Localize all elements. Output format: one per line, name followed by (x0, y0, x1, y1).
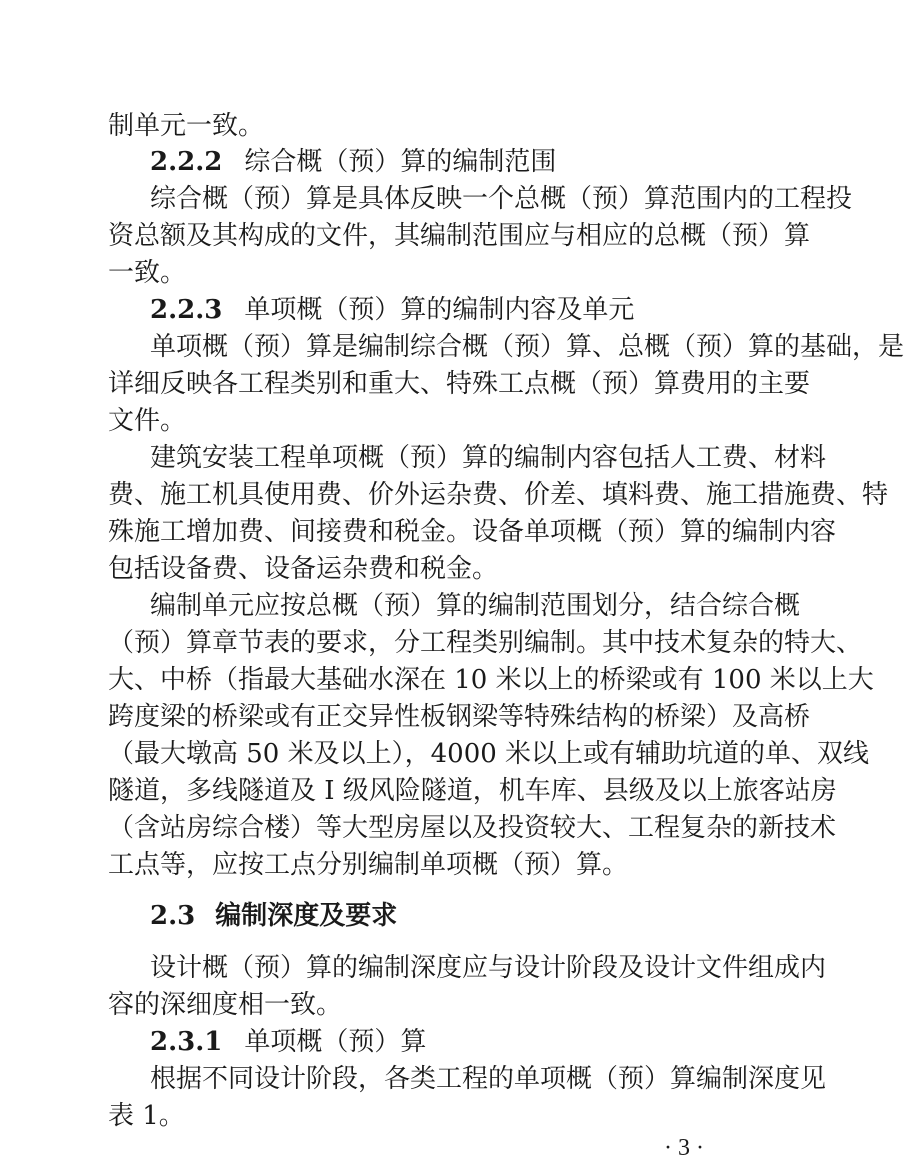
paragraph-line: 包括设备费、设备运杂费和税金。 (108, 554, 499, 584)
paragraph-line: 根据不同设计阶段，各类工程的单项概（预）算编制深度见 (150, 1064, 827, 1094)
paragraph-line: （预）算章节表的要求，分工程类别编制。其中技术复杂的特大、 (108, 628, 863, 658)
subsection-title: 综合概（预）算的编制范围 (244, 147, 557, 177)
paragraph-line: （最大墩高 50 米及以上），4000 米以上或有辅助坑道的单、双线 (108, 739, 870, 769)
paragraph-line: 单项概（预）算是编制综合概（预）算、总概（预）算的基础，是 (150, 332, 904, 362)
section-title: 编制深度及要求 (215, 901, 398, 931)
paragraph-line: 详细反映各工程类别和重大、特殊工点概（预）算费用的主要 (108, 369, 811, 399)
subsection-number: 2.3.1 (150, 1027, 223, 1057)
subsection-title: 单项概（预）算 (244, 1027, 427, 1057)
paragraph-line: 建筑安装工程单项概（预）算的编制内容包括人工费、材料 (150, 443, 827, 473)
paragraph-line: 编制单元应按总概（预）算的编制范围划分，结合综合概 (150, 591, 801, 621)
paragraph-line: 一致。 (108, 258, 187, 288)
subsection-number: 2.2.3 (150, 295, 223, 325)
paragraph-line: 殊施工增加费、间接费和税金。设备单项概（预）算的编制内容 (108, 517, 837, 547)
paragraph-line: 跨度梁的桥梁或有正交异性板钢梁等特殊结构的桥梁）及高桥 (108, 702, 811, 732)
paragraph-line: 资总额及其构成的文件，其编制范围应与相应的总概（预）算 (108, 221, 811, 251)
subsection-title: 单项概（预）算的编制内容及单元 (244, 295, 635, 325)
paragraph-line: 费、施工机具使用费、价外运杂费、价差、填料费、施工措施费、特 (108, 480, 889, 510)
paragraph-line: 表 1。 (108, 1101, 185, 1131)
paragraph-line: 综合概（预）算是具体反映一个总概（预）算范围内的工程投 (150, 184, 853, 214)
page-number: · 3 · (664, 1135, 704, 1161)
paragraph-line: 大、中桥（指最大基础水深在 10 米以上的桥梁或有 100 米以上大 (108, 665, 874, 695)
subsection-heading-2-3-1 (150, 1022, 704, 1062)
subsection-heading-2-2-2 (150, 142, 704, 182)
subsection-heading-2-2-3 (150, 290, 704, 330)
section-heading-2-3 (150, 896, 746, 936)
paragraph-line: 容的深细度相一致。 (108, 990, 343, 1020)
section-number: 2.3 (150, 901, 196, 931)
paragraph-line: （含站房综合楼）等大型房屋以及投资较大、工程复杂的新技术 (108, 813, 837, 843)
paragraph-line: 制单元一致。 (108, 111, 265, 141)
paragraph-line: 文件。 (108, 406, 187, 436)
paragraph-line: 隧道，多线隧道及 Ⅰ 级风险隧道，机车库、县级及以上旅客站房 (108, 776, 837, 806)
paragraph-line: 设计概（预）算的编制深度应与设计阶段及设计文件组成内 (150, 953, 827, 983)
subsection-number: 2.2.2 (150, 147, 223, 177)
paragraph-line: 工点等，应按工点分别编制单项概（预）算。 (108, 850, 629, 880)
